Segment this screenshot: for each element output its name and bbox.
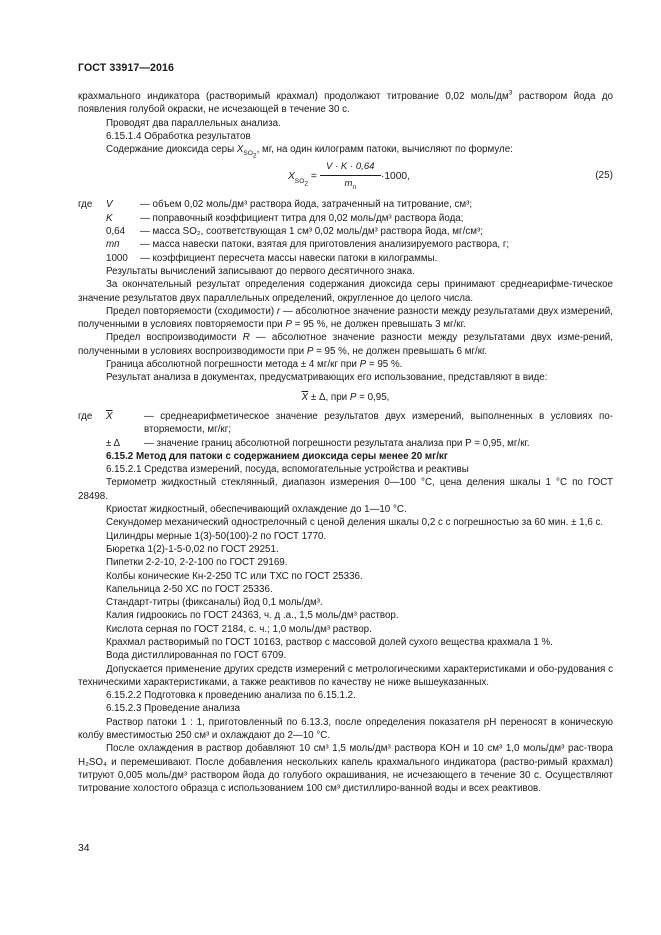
legend-symbol: 0,64: [106, 226, 126, 238]
section-heading: 6.15.2.1 Средства измерений, посуда, вспомогательные устройства и реактивы: [106, 464, 469, 476]
text: раствором йода до появления голубой окраски, не исчезающей в течение 30 с.: [78, 91, 613, 116]
section-heading: 6.15.1.4 Обработка результатов: [106, 130, 251, 142]
list-item: Вода дистиллированная по ГОСТ 6709.: [106, 650, 287, 662]
text: Содержание диоксида серы: [106, 144, 237, 156]
paragraph: [78, 90, 613, 117]
document-header: ГОСТ 33917—2016: [78, 62, 175, 74]
formula-numerator: V · K · 0,64: [326, 161, 375, 173]
list-item: Капельница 2-50 ХС по ГОСТ 25336.: [106, 583, 273, 595]
legend-symbol: mп: [106, 239, 120, 251]
paragraph: Предел повторяемости (сходимости) r — абсолютное значение разности между результатами двух измерений, полученными в условиях повторяемости при P = 95 %, не должен превышать 3 мг/кг.: [78, 305, 613, 331]
equation-number: (25): [595, 170, 613, 182]
list-item: Пипетки 2-2-10, 2-2-100 по ГОСТ 29169.: [106, 557, 288, 569]
legend-symbol: $\overline{X}$: [106, 410, 113, 422]
formula-fraction: [320, 160, 381, 190]
list-item: Секундомер механический однострелочный с ценой деления шкалы 0,2 с с погрешностью за 60 мин. ± 1,6 с.: [106, 517, 604, 529]
section-heading: 6.15.2.2 Подготовка к проведению анализа по 6.15.1.2.: [106, 690, 356, 702]
result-legend: [78, 410, 613, 450]
paragraph: Результат анализа в документах, предусматривающих его использование, представляют в виде:: [106, 372, 548, 384]
list-item: Стандарт-титры (фиксаналы) йод 0,1 моль/дм³.: [106, 597, 323, 609]
where-label: где: [78, 410, 93, 422]
paragraph: Предел воспроизводимости R — абсолютное значение разности между результатами двух изме-рений, полученными в условиях воспроизводимости при P = 95 %, не должен превышать 6 мг/кг.: [78, 332, 614, 357]
list-item: Цилиндры мерные 1(3)-50(100)-2 по ГОСТ 1770.: [106, 530, 327, 542]
legend-symbol: 1000: [106, 252, 128, 264]
legend-description: — масса навески патоки, взятая для приготовления анализируемого раствора, г;: [140, 239, 510, 251]
formula-25: [78, 156, 613, 198]
list-item: Бюретка 1(2)-1-5-0,02 по ГОСТ 29251.: [106, 543, 279, 555]
text: , мг, на один килограмм патоки, вычисляют по формуле:: [256, 144, 513, 156]
variable-legend: [78, 198, 613, 264]
list-item: Крахмал растворимый по ГОСТ 10163, раствор с массовой долей сухого вещества крахмала 1 %.: [106, 636, 553, 648]
result-formula: $\overline{X} \pm \Delta$, при P = 0,95,: [301, 391, 390, 403]
legend-description: — поправочный коэффициент титра для 0,02 моль/дм³ раствора йода;: [140, 212, 464, 224]
subscript: SO2: [243, 150, 257, 160]
superscript: 3: [508, 89, 513, 97]
formula-multiplier: ·1000,: [381, 171, 410, 183]
list-item: Криостат жидкостный, обеспечивающий охлаждение до 1—10 °С.: [106, 504, 407, 516]
symbol-x: X: [236, 144, 244, 156]
legend-description: — масса SO₂, соответствующая 1 см³ 0,02 моль/дм³ раствора йода, мг/см³;: [140, 226, 483, 238]
paragraph: Граница абсолютной погрешности метода ± 4 мг/кг при P = 95 %.: [106, 359, 403, 371]
section-heading: 6.15.2 Метод для патоки с содержанием диоксида серы менее 20 мг/кг: [106, 450, 448, 462]
legend-description: — значение границ абсолютной погрешности результата анализа при P = 0,95, мг/кг.: [144, 437, 530, 449]
text: крахмального индикатора (растворимый крахмал) продолжают титрование 0,02 моль/дм: [78, 91, 509, 102]
page-number: 34: [78, 843, 90, 854]
legend-description: — среднеарифметическое значение результатов двух измерений, выполненных в условиях по-вторяемости, мг/кг;: [144, 410, 613, 436]
list-item: Калия гидроокись по ГОСТ 24363, ч. д .а., 1,5 моль/дм³ раствор.: [106, 610, 399, 622]
paragraph: Проводят два параллельных анализа.: [106, 117, 281, 129]
list-item: Термометр жидкостный стеклянный, диапазон измерения 0—100 °С, цена деления шкалы 1 °С по ГОСТ 28498.: [78, 477, 613, 502]
formula-denominator: $m_п$: [344, 177, 357, 191]
legend-description: — объем 0,02 моль/дм³ раствора йода, затраченный на титрование, см³;: [140, 199, 473, 211]
list-item: Колбы конические Кн-2-250 ТС или ТХС по ГОСТ 25336.: [106, 570, 363, 582]
legend-symbol: K: [106, 212, 113, 224]
paragraph: Допускается применение других средств измерений с метрологическими характеристиками и обо-рудования с техническими характеристиками, а также реактивов по качеству не ниже вышеуказанных.: [78, 663, 613, 688]
section-heading: 6.15.2.3 Проведение анализа: [106, 703, 241, 715]
paragraph: За окончательный результат определения содержания диоксида серы принимают среднеарифме-тическое значение результатов двух параллельных определений, округленное до целого числа.: [78, 279, 613, 304]
paragraph: Результаты вычислений записывают до первого десятичного знака.: [106, 265, 415, 277]
legend-description: — коэффициент пересчета массы навески патоки в килограммы.: [140, 252, 438, 264]
list-item: Кислота серная по ГОСТ 2184, с. ч.; 1,0 моль/дм³ раствор.: [106, 623, 372, 635]
fraction-bar: [320, 175, 381, 176]
paragraph: После охлаждения в раствор добавляют 10 см³ 1,5 моль/дм³ раствора КОН и 10 см³ 1,0 моль/дм³ рас-твора H₂SO₄ и перемешивают. После добавления нескольких капель крахмального индикатора (раство-римый крахмал) титруют 0,005 моль/дм³ раствором йода до голубого окрашивания, не исчезающего в течение 30 с. Осуществляют титрование холостого образца с использованием 100 см³ дистиллиро-ванной воды и всех реактивов.: [78, 743, 613, 795]
document-body: [78, 90, 613, 796]
formula-lhs: $X_{SO_2}$ =: [288, 171, 317, 187]
where-label: где: [78, 199, 93, 211]
paragraph: Раствор патоки 1 : 1, приготовленный по 6.13.3, после определения показателя pH переносят в коническую колбу вместимостью 250 см³ и охлаждают до 2—10 °С.: [78, 716, 613, 742]
legend-symbol: V: [106, 199, 113, 211]
paragraph: [78, 143, 613, 160]
legend-symbol: ± Δ: [106, 437, 121, 449]
